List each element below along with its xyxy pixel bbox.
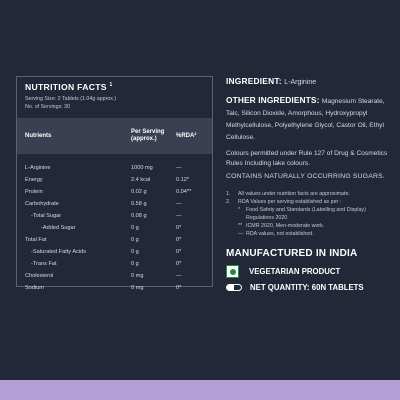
nutrient-serving: 0 g bbox=[131, 236, 139, 243]
vegetarian-badge bbox=[226, 265, 390, 278]
capsule-icon bbox=[226, 284, 242, 291]
nutrient-name: Carbohydrate bbox=[25, 201, 59, 207]
nutrient-name: -Trans Fat bbox=[31, 261, 57, 267]
nutrient-serving: 0.02 g bbox=[131, 188, 147, 195]
footnotes bbox=[226, 190, 390, 238]
nutrition-header bbox=[17, 77, 212, 115]
ingredient-line bbox=[226, 76, 390, 86]
nutrient-name: -Added Sugar bbox=[41, 225, 76, 231]
serving-size: Serving Size: 2 Tablets (1.04g approx.) bbox=[25, 96, 117, 102]
col-nutrients: Nutrients bbox=[25, 133, 52, 139]
bottom-color-bar bbox=[0, 380, 400, 400]
nutrient-serving: 0 g bbox=[131, 224, 139, 231]
nutrient-rda: 0* bbox=[176, 225, 182, 231]
servings-count: No. of Servings: 30 bbox=[25, 104, 71, 110]
ingredients-panel bbox=[226, 76, 390, 292]
other-ingredients-line bbox=[226, 95, 390, 143]
nutrition-row bbox=[25, 186, 204, 198]
col-rda: %RDA² bbox=[176, 133, 197, 139]
footnote-2: 2. RDA Values per serving established as per : bbox=[226, 199, 342, 205]
colours-note: Colours permitted under Rule 127 of Drug & Cosmetics Rules Including lake colours. bbox=[226, 150, 388, 167]
nutrient-name: Cholesterol bbox=[25, 273, 54, 279]
nutrient-serving: 1000 mg bbox=[131, 164, 153, 171]
ingredient-label: INGREDIENT: bbox=[226, 76, 282, 86]
nutrient-serving: 0.08 g bbox=[131, 212, 147, 219]
nutrient-name: -Total Sugar bbox=[31, 213, 62, 219]
nutrient-rda: 0* bbox=[176, 261, 182, 267]
footnote-icmr: ** ICMR 2020, Men-moderate work. bbox=[238, 223, 325, 229]
nutrient-rda: 0* bbox=[176, 249, 182, 255]
nutrient-name: L-Arginine bbox=[25, 165, 51, 171]
vegetarian-label: VEGETARIAN PRODUCT bbox=[249, 267, 341, 276]
nutrient-serving: 0 mg bbox=[131, 272, 144, 279]
nutrient-serving: 0 g bbox=[131, 260, 139, 267]
nutrition-row bbox=[25, 246, 204, 258]
nutrient-rda: 0* bbox=[176, 285, 182, 291]
nutrient-name: Energy bbox=[25, 177, 43, 183]
nutrient-serving: 0.58 g bbox=[131, 200, 147, 207]
net-quantity-label: NET QUANTITY: 60N TABLETS bbox=[250, 283, 364, 292]
vegetarian-icon bbox=[226, 265, 239, 278]
nutrient-rda: — bbox=[176, 213, 182, 219]
nutrient-serving: 0 g bbox=[131, 248, 139, 255]
nutrient-serving: 2.4 kcal bbox=[131, 176, 151, 183]
nutrition-rows bbox=[17, 154, 212, 294]
nutrition-column-headers bbox=[17, 118, 212, 154]
nutrition-row bbox=[25, 210, 204, 222]
nutrition-row bbox=[25, 162, 204, 174]
footnote-1: 1. All values under nutrition facts are approximate. bbox=[226, 191, 350, 197]
nutrient-serving: 0 mg bbox=[131, 284, 144, 291]
other-ingredients-value: Magnesium Stearate, Talc, Silicon Dioxide, Amorphous, Hydroxypropyl Methylcellulose, Polyethylene Glycol, Castor Oil, Ethyl Cellulose. bbox=[226, 98, 385, 141]
nutrition-row bbox=[25, 270, 204, 282]
footnote-fssai: * Food Safety and Standards (Labelling and Display) Regulations 2020. bbox=[238, 207, 366, 221]
nutrition-title: NUTRITION FACTS $^1$ bbox=[25, 82, 113, 92]
nutrient-name: Total Fat bbox=[25, 237, 47, 243]
nutrition-row bbox=[25, 174, 204, 186]
ingredient-value: L-Arginine bbox=[284, 79, 317, 86]
nutrition-row bbox=[25, 222, 204, 234]
col-per-serving: Per Serving (approx.) bbox=[131, 129, 165, 142]
nutrition-facts-panel bbox=[16, 76, 213, 291]
nutrient-rda: — bbox=[176, 201, 182, 207]
nutrient-name: -Saturated Fatty Acids bbox=[31, 249, 87, 255]
nutrient-name: Sodium bbox=[25, 285, 44, 291]
sugar-note: CONTAINS NATURALLY OCCURRING SUGARS. bbox=[226, 173, 385, 180]
net-quantity bbox=[226, 283, 390, 292]
nutrient-rda: 0* bbox=[176, 237, 182, 243]
nutrient-name: Protein bbox=[25, 189, 43, 195]
nutrition-row bbox=[25, 234, 204, 246]
nutrient-rda: — bbox=[176, 273, 182, 279]
nutrition-row bbox=[25, 282, 204, 294]
manufactured-in-india: MANUFACTURED IN INDIA bbox=[226, 248, 358, 259]
other-ingredients-label: OTHER INGREDIENTS: bbox=[226, 95, 320, 105]
footnote-rda: — RDA values, not established. bbox=[238, 231, 314, 237]
nutrition-row bbox=[25, 198, 204, 210]
nutrient-rda: — bbox=[176, 165, 182, 171]
nutrition-row bbox=[25, 258, 204, 270]
nutrient-rda: 0.04** bbox=[176, 189, 192, 195]
nutrient-rda: 0.12* bbox=[176, 177, 190, 183]
